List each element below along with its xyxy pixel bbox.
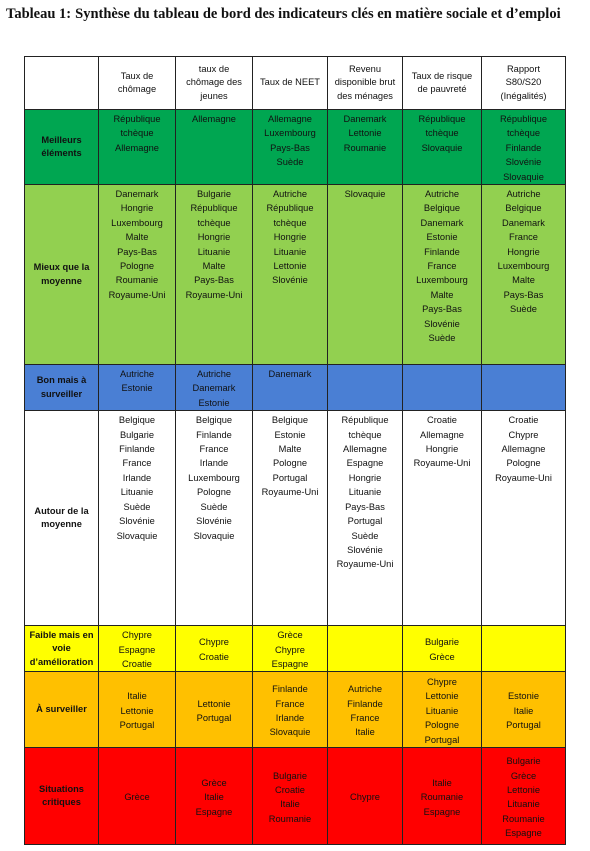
country-line: Autriche bbox=[272, 189, 308, 200]
table-cell bbox=[403, 672, 482, 748]
country-line: Slovénie bbox=[196, 516, 232, 527]
category-row-meilleurs bbox=[25, 110, 566, 185]
country-line: Grèce bbox=[124, 792, 150, 803]
country-line: Slovaquie bbox=[421, 142, 463, 153]
country-line: Lettonie bbox=[273, 261, 307, 272]
country-line: Autriche bbox=[506, 189, 541, 200]
table-cell bbox=[253, 185, 328, 365]
country-line: Royaume-Uni bbox=[261, 487, 319, 498]
table-cell bbox=[403, 365, 482, 411]
row-label-line: éléments bbox=[41, 148, 82, 159]
category-row-mieux bbox=[25, 185, 566, 365]
country-line: Royaume-Uni bbox=[336, 559, 394, 570]
country-line: Italie bbox=[513, 705, 534, 716]
country-line: Finlande bbox=[505, 142, 542, 153]
country-line: Estonie bbox=[507, 691, 539, 702]
country-line: Italie bbox=[204, 792, 224, 803]
country-line: Espagne bbox=[271, 659, 309, 670]
column-header-line: jeunes bbox=[200, 90, 228, 101]
country-line: Belgique bbox=[423, 203, 461, 214]
country-line: France bbox=[509, 232, 538, 243]
country-line: Italie bbox=[355, 727, 375, 738]
table-cell bbox=[328, 748, 403, 845]
country-line: Croatie bbox=[122, 659, 152, 670]
column-header bbox=[328, 57, 403, 110]
country-line: Lituanie bbox=[425, 705, 459, 716]
country-line: République bbox=[418, 114, 466, 124]
table-cell bbox=[328, 110, 403, 185]
table-cell bbox=[253, 365, 328, 411]
country-line: Bulgarie bbox=[196, 189, 232, 200]
country-line: Pologne bbox=[424, 720, 460, 731]
country-line: Lettonie bbox=[425, 691, 459, 702]
country-line: Roumanie bbox=[115, 275, 159, 286]
table-cell bbox=[176, 672, 253, 748]
country-line: Malte bbox=[125, 232, 149, 243]
table-cell bbox=[176, 626, 253, 672]
country-line: Hongrie bbox=[197, 232, 231, 243]
country-line: Slovénie bbox=[347, 544, 383, 555]
table-cell bbox=[482, 672, 566, 748]
country-line: Estonie bbox=[426, 232, 458, 243]
country-line: Slovaquie bbox=[344, 189, 386, 200]
country-line: Royaume-Uni bbox=[495, 472, 552, 483]
row-label-line: Mieux que la bbox=[33, 262, 90, 273]
country-line: tchèque bbox=[425, 128, 459, 139]
column-header-line: Revenu bbox=[348, 63, 382, 74]
country-line: Royaume-Uni bbox=[413, 458, 471, 469]
table-cell bbox=[482, 365, 566, 411]
country-line: Slovénie bbox=[424, 318, 460, 329]
country-line: Bulgarie bbox=[272, 770, 308, 781]
table-cell bbox=[403, 110, 482, 185]
country-line: France bbox=[275, 698, 305, 709]
table-cell bbox=[99, 411, 176, 626]
country-line: Slovaquie bbox=[269, 727, 311, 738]
country-line: Slovaquie bbox=[116, 530, 158, 541]
country-line: Belgique bbox=[195, 415, 233, 426]
country-line: Hongrie bbox=[507, 246, 540, 257]
column-header bbox=[482, 57, 566, 110]
country-line: Espagne bbox=[346, 458, 384, 469]
row-label-line: moyenne bbox=[41, 519, 82, 530]
category-row-bon bbox=[25, 365, 566, 411]
table-cell bbox=[328, 185, 403, 365]
table-cell bbox=[403, 748, 482, 845]
table-cell bbox=[253, 110, 328, 185]
column-header-line: Taux de NEET bbox=[260, 77, 320, 88]
table-cell bbox=[176, 365, 253, 411]
country-line: Italie bbox=[127, 691, 147, 702]
table-cell bbox=[253, 411, 328, 626]
country-line: Chypre bbox=[122, 630, 152, 641]
country-line: Lituanie bbox=[273, 246, 307, 257]
country-line: Grèce bbox=[201, 777, 227, 788]
country-line: Suède bbox=[123, 501, 151, 512]
country-line: Autriche bbox=[347, 684, 383, 695]
country-line: Danemark bbox=[343, 114, 387, 124]
country-line: Allemagne bbox=[343, 444, 387, 455]
category-row-asurveiller bbox=[25, 672, 566, 748]
country-line: Autriche bbox=[424, 189, 460, 200]
country-line: Slovaquie bbox=[193, 530, 235, 541]
country-line: Belgique bbox=[118, 415, 156, 426]
country-line: Finlande bbox=[119, 444, 155, 455]
country-line: Italie bbox=[280, 799, 300, 810]
row-label-line: surveiller bbox=[40, 388, 83, 399]
country-line: Croatie bbox=[275, 785, 305, 796]
table-cell bbox=[176, 748, 253, 845]
country-line: tchèque bbox=[506, 128, 541, 139]
country-line: Pologne bbox=[119, 261, 155, 272]
country-line: Slovénie bbox=[119, 516, 155, 527]
country-line: Luxembourg bbox=[497, 261, 550, 272]
table-cell bbox=[482, 185, 566, 365]
country-line: Portugal bbox=[424, 734, 460, 745]
row-label-critiques bbox=[25, 748, 99, 845]
country-line: Slovénie bbox=[272, 275, 308, 286]
column-header-line: taux de bbox=[198, 63, 230, 74]
country-line: France bbox=[122, 458, 152, 469]
country-line: Roumanie bbox=[268, 813, 312, 824]
country-line: Belgique bbox=[271, 415, 309, 426]
country-line: Italie bbox=[432, 777, 452, 788]
row-label-line: moyenne bbox=[41, 275, 82, 286]
row-label-line: Autour de la bbox=[34, 505, 89, 516]
country-line: France bbox=[350, 712, 380, 723]
column-header-line: (Inégalités) bbox=[500, 90, 547, 101]
column-header-line: Rapport bbox=[506, 63, 541, 74]
country-line: Lituanie bbox=[197, 246, 231, 257]
country-line: Pays-Bas bbox=[194, 275, 234, 286]
country-line: Suède bbox=[276, 157, 304, 168]
column-header-line: chômage des bbox=[186, 77, 242, 88]
category-row-autour bbox=[25, 411, 566, 626]
row-label-asurveiller bbox=[25, 672, 99, 748]
country-line: Croatie bbox=[199, 651, 229, 662]
country-line: Estonie bbox=[198, 397, 230, 408]
country-line: Lettonie bbox=[348, 128, 382, 139]
country-line: Finlande bbox=[347, 698, 383, 709]
country-line: Finlande bbox=[272, 684, 308, 695]
country-line: Suède bbox=[510, 304, 537, 315]
table-cell bbox=[328, 626, 403, 672]
country-line: République bbox=[499, 114, 548, 124]
country-line: Portugal bbox=[347, 516, 383, 527]
column-header-line: de pauvreté bbox=[417, 84, 467, 94]
table-cell bbox=[99, 185, 176, 365]
country-line: Allemagne bbox=[192, 114, 236, 124]
country-line: Danemark bbox=[268, 369, 312, 380]
country-line: Belgique bbox=[505, 203, 542, 214]
table-cell bbox=[482, 411, 566, 626]
row-label-line: Situations bbox=[39, 783, 84, 794]
country-line: Danemark bbox=[192, 383, 236, 394]
country-line: Slovénie bbox=[505, 157, 542, 168]
category-row-faible bbox=[25, 626, 566, 672]
country-line: Grèce bbox=[277, 630, 303, 641]
table-cell bbox=[176, 110, 253, 185]
country-line: Chypre bbox=[508, 429, 539, 440]
row-label-autour bbox=[25, 411, 99, 626]
table-cell bbox=[328, 411, 403, 626]
country-line: Lettonie bbox=[120, 705, 154, 716]
country-line: Finlande bbox=[196, 429, 232, 440]
country-line: Bulgarie bbox=[506, 756, 541, 767]
indicator-dashboard-table bbox=[24, 56, 566, 845]
country-line: Malte bbox=[430, 289, 454, 300]
column-header bbox=[253, 57, 328, 110]
country-line: Espagne bbox=[505, 828, 542, 839]
row-label-faible bbox=[25, 626, 99, 672]
country-line: Danemark bbox=[502, 217, 545, 228]
country-line: Pays-Bas bbox=[270, 142, 310, 153]
column-header bbox=[176, 57, 253, 110]
row-label-line: d’amélioration bbox=[29, 656, 94, 667]
country-line: tchèque bbox=[120, 128, 154, 139]
caption-label: Tableau 1: bbox=[6, 6, 72, 22]
column-header bbox=[99, 57, 176, 110]
country-line: Bulgarie bbox=[424, 637, 460, 648]
category-row-critiques bbox=[25, 748, 566, 845]
table-cell bbox=[99, 748, 176, 845]
row-label-line: Bon mais à bbox=[36, 375, 87, 386]
country-line: Lituanie bbox=[507, 799, 540, 810]
country-line: République bbox=[341, 415, 389, 426]
country-line: Estonie bbox=[274, 429, 306, 440]
country-line: Lituanie bbox=[120, 487, 154, 498]
column-header-line: chômage bbox=[117, 84, 157, 94]
table-cell bbox=[403, 626, 482, 672]
column-header-line: Taux de risque bbox=[411, 70, 473, 81]
country-line: Allemagne bbox=[501, 444, 546, 455]
country-line: Royaume-Uni bbox=[185, 289, 243, 300]
row-label-line: voie bbox=[52, 643, 71, 654]
table-cell bbox=[99, 626, 176, 672]
country-line: Hongrie bbox=[273, 232, 307, 243]
table-cell bbox=[253, 748, 328, 845]
country-line: Croatie bbox=[508, 415, 539, 426]
country-line: République bbox=[266, 203, 314, 214]
country-line: Irlande bbox=[275, 712, 305, 723]
row-label-line: critiques bbox=[42, 797, 81, 808]
country-line: France bbox=[199, 444, 229, 455]
country-line: Croatie bbox=[427, 415, 457, 426]
country-line: Portugal bbox=[272, 472, 308, 483]
country-line: Malte bbox=[202, 261, 226, 272]
table-caption bbox=[6, 4, 584, 24]
country-line: République bbox=[190, 203, 238, 214]
country-line: Espagne bbox=[195, 806, 233, 817]
country-line: Hongrie bbox=[348, 472, 382, 483]
caption-text: Synthèse du tableau de bord des indicateurs clés en matière sociale et d’emploi bbox=[75, 6, 561, 22]
country-line: Irlande bbox=[199, 458, 229, 469]
row-label-mieux bbox=[25, 185, 99, 365]
header-row bbox=[25, 57, 566, 110]
country-line: Luxembourg bbox=[416, 275, 468, 286]
country-line: Roumanie bbox=[343, 142, 387, 153]
country-line: République bbox=[113, 114, 161, 124]
country-line: Roumanie bbox=[502, 813, 545, 824]
row-label-line: Meilleurs bbox=[41, 134, 82, 145]
country-line: Chypre bbox=[275, 644, 305, 655]
country-line: Chypre bbox=[199, 637, 229, 648]
country-line: Lettonie bbox=[506, 785, 541, 796]
country-line: Portugal bbox=[506, 720, 541, 731]
country-line: tchèque bbox=[197, 217, 231, 228]
country-line: tchèque bbox=[273, 217, 307, 228]
country-line: Autriche bbox=[119, 369, 155, 380]
row-label-bon bbox=[25, 365, 99, 411]
corner-cell bbox=[25, 57, 99, 110]
country-line: Espagne bbox=[423, 806, 461, 817]
country-line: Suède bbox=[351, 530, 379, 541]
country-line: tchèque bbox=[348, 429, 382, 440]
row-label-meilleurs bbox=[25, 110, 99, 185]
country-line: Pays-Bas bbox=[503, 289, 544, 300]
column-header-line: Taux de bbox=[120, 70, 154, 81]
table-cell bbox=[403, 411, 482, 626]
country-line: Luxembourg bbox=[188, 472, 240, 483]
table-cell bbox=[99, 672, 176, 748]
country-line: Malte bbox=[512, 275, 535, 286]
country-line: Pologne bbox=[272, 458, 308, 469]
country-line: Grèce bbox=[429, 651, 455, 662]
country-line: Danemark bbox=[420, 217, 464, 228]
country-line: Lituanie bbox=[348, 487, 382, 498]
country-line: Chypre bbox=[427, 676, 457, 687]
table-cell bbox=[482, 110, 566, 185]
country-line: Chypre bbox=[350, 792, 380, 803]
country-line: Pays-Bas bbox=[345, 501, 385, 512]
table-cell bbox=[99, 365, 176, 411]
column-header bbox=[403, 57, 482, 110]
country-line: Estonie bbox=[121, 383, 153, 394]
table-cell bbox=[176, 411, 253, 626]
country-line: Luxembourg bbox=[264, 128, 316, 139]
country-line: Allemagne bbox=[268, 114, 312, 124]
country-line: Portugal bbox=[119, 720, 155, 731]
table-cell bbox=[403, 185, 482, 365]
country-line: Irlande bbox=[122, 472, 152, 483]
country-line: Luxembourg bbox=[111, 217, 163, 228]
country-line: Malte bbox=[278, 444, 302, 455]
table-cell bbox=[253, 672, 328, 748]
column-header-line: S80/S20 bbox=[505, 77, 542, 88]
country-line: Hongrie bbox=[425, 444, 459, 455]
country-line: Pologne bbox=[506, 458, 541, 469]
country-line: Pologne bbox=[196, 487, 232, 498]
column-header-line: des ménages bbox=[337, 90, 393, 101]
column-header-line: disponible brut bbox=[334, 77, 396, 88]
country-line: Grèce bbox=[510, 770, 537, 781]
country-line: Espagne bbox=[118, 644, 156, 655]
table-cell bbox=[99, 110, 176, 185]
table-cell bbox=[328, 672, 403, 748]
country-line: France bbox=[427, 261, 457, 272]
country-line: Suède bbox=[428, 333, 456, 344]
country-line: Allemagne bbox=[115, 142, 159, 153]
country-line: Slovaquie bbox=[503, 171, 544, 182]
country-line: Portugal bbox=[196, 712, 232, 723]
row-label-line: À surveiller bbox=[36, 704, 87, 715]
country-line: Lettonie bbox=[197, 698, 231, 709]
table-cell bbox=[176, 185, 253, 365]
country-line: Hongrie bbox=[120, 203, 154, 214]
row-label-line: Faible mais en bbox=[29, 629, 94, 640]
country-line: Autriche bbox=[196, 369, 232, 380]
country-line: Roumanie bbox=[420, 792, 464, 803]
table-cell bbox=[328, 365, 403, 411]
table-cell bbox=[482, 748, 566, 845]
table-cell bbox=[253, 626, 328, 672]
country-line: Royaume-Uni bbox=[108, 289, 166, 300]
country-line: Danemark bbox=[115, 189, 159, 200]
country-line: Pays-Bas bbox=[422, 304, 462, 315]
country-line: Suède bbox=[200, 501, 228, 512]
country-line: Allemagne bbox=[420, 429, 464, 440]
country-line: Bulgarie bbox=[119, 429, 155, 440]
country-line: Pays-Bas bbox=[117, 246, 157, 257]
country-line: Finlande bbox=[424, 246, 460, 257]
table-cell bbox=[482, 626, 566, 672]
